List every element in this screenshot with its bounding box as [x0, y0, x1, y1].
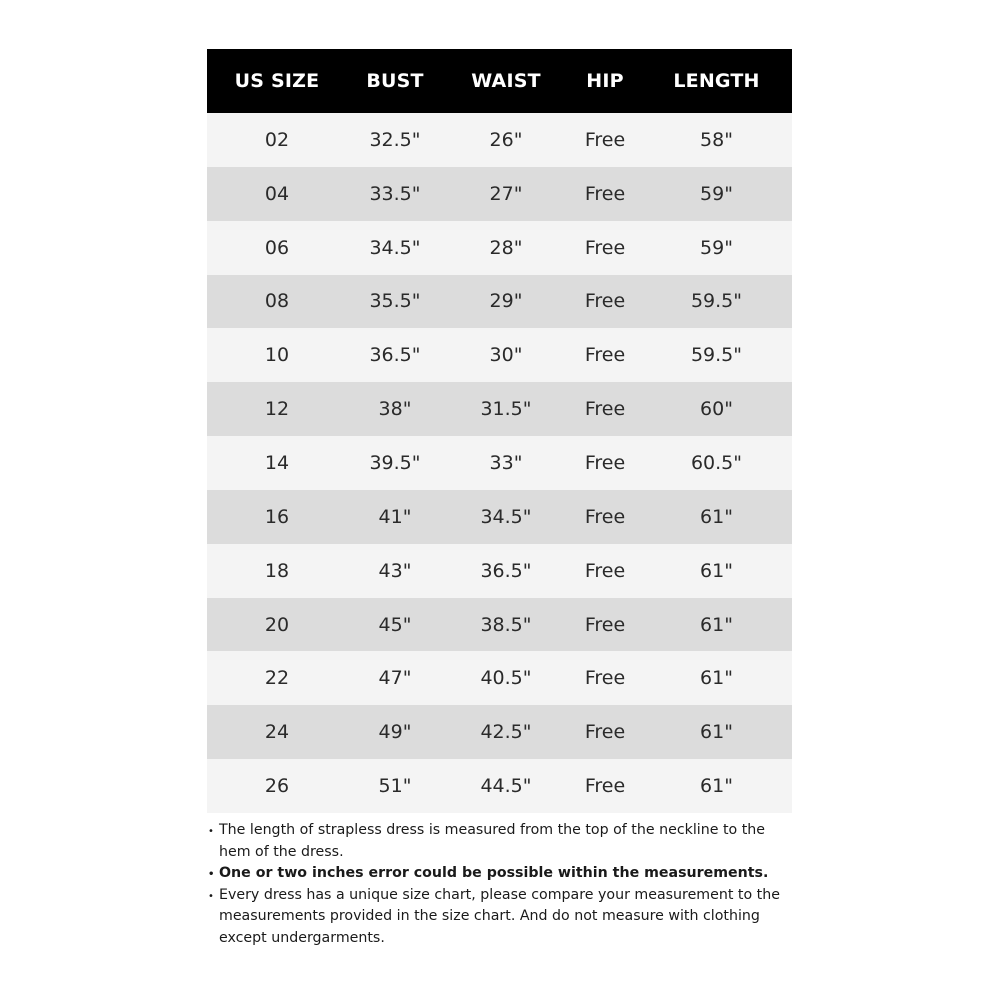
cell-waist: 30" — [489, 344, 523, 367]
cell-length: 60.5" — [690, 451, 743, 474]
cell-us-size: 12 — [264, 398, 290, 421]
table-body — [207, 113, 792, 813]
cell-waist: 38.5" — [480, 613, 532, 636]
cell-us-size: 08 — [264, 290, 290, 313]
cell-length: 61" — [700, 559, 733, 582]
cell-bust: 47" — [378, 667, 412, 690]
cell-length: 59.5" — [690, 290, 743, 313]
cell-waist: 26" — [489, 128, 523, 151]
cell-us-size: 10 — [264, 344, 290, 367]
cell-length: 61" — [700, 667, 733, 690]
cell-hip: Free — [584, 721, 626, 744]
note-measurement-method: • The length of strapless dress is measured from the top of the neckline to the hem of the dress. — [207, 820, 792, 863]
cell-hip: Free — [584, 613, 626, 636]
table-row — [207, 544, 792, 598]
header-row — [207, 49, 792, 113]
cell-bust: 34.5" — [369, 236, 421, 259]
cell-bust: 51" — [378, 775, 412, 798]
cell-length: 61" — [700, 505, 733, 528]
cell-waist: 44.5" — [480, 775, 532, 798]
cell-hip: Free — [584, 290, 626, 313]
cell-hip: Free — [584, 128, 626, 151]
table-row — [207, 328, 792, 382]
cell-us-size: 02 — [264, 128, 290, 151]
cell-waist: 27" — [489, 182, 523, 205]
cell-hip: Free — [584, 236, 626, 259]
cell-bust: 35.5" — [369, 290, 421, 313]
size-chart — [207, 49, 792, 813]
cell-waist: 42.5" — [480, 721, 532, 744]
header-waist: WAIST — [471, 70, 541, 92]
cell-length: 61" — [700, 775, 733, 798]
cell-bust: 36.5" — [369, 344, 421, 367]
note-error-margin: • One or two inches error could be possible within the measurements. — [207, 863, 792, 885]
table-row — [207, 436, 792, 490]
cell-bust: 38" — [378, 398, 412, 421]
cell-us-size: 06 — [264, 236, 290, 259]
cell-hip: Free — [584, 398, 626, 421]
table-row — [207, 759, 792, 813]
cell-us-size: 04 — [264, 182, 290, 205]
cell-us-size: 24 — [264, 721, 290, 744]
cell-bust: 39.5" — [369, 451, 421, 474]
table-row — [207, 651, 792, 705]
table-row — [207, 705, 792, 759]
cell-waist: 28" — [489, 236, 523, 259]
cell-bust: 45" — [378, 613, 412, 636]
cell-length: 59" — [700, 182, 733, 205]
cell-hip: Free — [584, 667, 626, 690]
cell-length: 61" — [700, 721, 733, 744]
cell-us-size: 16 — [264, 505, 290, 528]
size-table — [207, 49, 792, 813]
note-unique-chart: • Every dress has a unique size chart, please compare your measurement to the measurements provided in the size chart. And do not measure with clothing except undergarments. — [207, 885, 792, 950]
cell-length: 58" — [700, 128, 733, 151]
cell-length: 61" — [700, 613, 733, 636]
table-row — [207, 598, 792, 652]
table-header — [207, 49, 792, 113]
cell-waist: 31.5" — [480, 398, 532, 421]
cell-waist: 34.5" — [480, 505, 532, 528]
cell-length: 59.5" — [690, 344, 743, 367]
cell-hip: Free — [584, 451, 626, 474]
cell-us-size: 22 — [264, 667, 290, 690]
header-us-size: US SIZE — [234, 70, 320, 92]
cell-bust: 49" — [378, 721, 412, 744]
table-row — [207, 167, 792, 221]
cell-us-size: 26 — [264, 775, 290, 798]
cell-hip: Free — [584, 344, 626, 367]
cell-us-size: 18 — [264, 559, 290, 582]
header-bust: BUST — [366, 70, 424, 92]
cell-us-size: 20 — [264, 613, 290, 636]
cell-bust: 41" — [378, 505, 412, 528]
notes-list — [207, 820, 792, 949]
cell-waist: 40.5" — [480, 667, 532, 690]
cell-waist: 29" — [489, 290, 523, 313]
cell-length: 59" — [700, 236, 733, 259]
cell-hip: Free — [584, 775, 626, 798]
cell-hip: Free — [584, 182, 626, 205]
cell-waist: 36.5" — [480, 559, 532, 582]
table-row — [207, 490, 792, 544]
cell-bust: 32.5" — [369, 128, 421, 151]
cell-length: 60" — [700, 398, 733, 421]
cell-hip: Free — [584, 505, 626, 528]
table-row — [207, 275, 792, 329]
header-length: LENGTH — [673, 70, 760, 92]
cell-bust: 33.5" — [369, 182, 421, 205]
table-row — [207, 113, 792, 167]
cell-bust: 43" — [378, 559, 412, 582]
cell-us-size: 14 — [264, 451, 290, 474]
table-row — [207, 382, 792, 436]
cell-waist: 33" — [489, 451, 523, 474]
header-hip: HIP — [586, 70, 624, 92]
table-row — [207, 221, 792, 275]
cell-hip: Free — [584, 559, 626, 582]
